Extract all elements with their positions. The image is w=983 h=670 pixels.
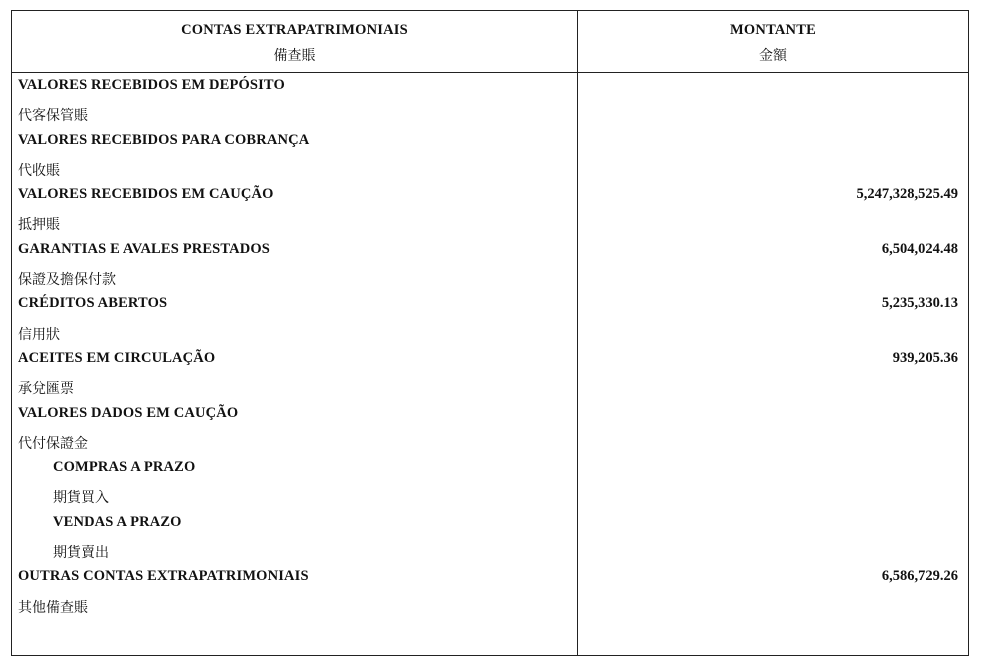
- account-name-zh: 期貨賣出: [53, 545, 109, 562]
- account-amount: 939,205.36: [892, 349, 958, 366]
- header-amount-pt: MONTANTE: [730, 22, 816, 38]
- account-name-pt: ACEITES EM CIRCULAÇÃO: [18, 349, 216, 366]
- account-amount: 5,235,330.13: [881, 295, 958, 312]
- row-valores-dados-caucao: [12, 401, 968, 428]
- account-name-zh: 代收賬: [18, 162, 60, 179]
- row-valores-recebidos-cobranca-zh: [12, 155, 968, 182]
- row-valores-recebidos-caucao: [12, 182, 968, 209]
- row-compras-prazo: [12, 455, 968, 482]
- row-valores-dados-caucao-zh: [12, 428, 968, 455]
- header-accounts-pt: CONTAS EXTRAPATRIMONIAIS: [181, 22, 408, 38]
- row-vendas-prazo: [12, 510, 968, 537]
- account-name-zh: 代客保管賬: [18, 108, 88, 125]
- account-name-pt: VALORES RECEBIDOS EM DEPÓSITO: [18, 77, 285, 93]
- row-compras-prazo-zh: [12, 482, 968, 509]
- row-outras-contas: [12, 564, 968, 591]
- row-vendas-prazo-zh: [12, 537, 968, 564]
- header-accounts-zh: 備查賬: [273, 48, 316, 64]
- row-aceites-circulacao: [12, 346, 968, 373]
- account-amount: 6,504,024.48: [881, 240, 958, 257]
- account-name-pt: GARANTIAS E AVALES PRESTADOS: [18, 240, 270, 257]
- account-name-pt: VENDAS A PRAZO: [53, 513, 182, 530]
- account-name-pt: COMPRAS A PRAZO: [53, 459, 196, 476]
- account-name-zh: 保證及擔保付款: [18, 272, 116, 289]
- account-name-zh: 代付保證金: [18, 435, 88, 452]
- row-valores-recebidos-deposito: [12, 73, 968, 100]
- row-aceites-circulacao-zh: [12, 373, 968, 400]
- account-name-pt: VALORES RECEBIDOS EM CAUÇÃO: [18, 186, 274, 203]
- table-body: [12, 73, 968, 619]
- account-name-pt: VALORES RECEBIDOS PARA COBRANÇA: [18, 131, 310, 148]
- account-name-zh: 承兌匯票: [18, 381, 74, 398]
- account-name-pt: CRÉDITOS ABERTOS: [18, 295, 168, 312]
- header-amount: [578, 11, 968, 73]
- table-header: [12, 11, 968, 73]
- row-valores-recebidos-cobranca: [12, 128, 968, 155]
- row-garantias-avales-zh: [12, 264, 968, 291]
- header-accounts: [12, 11, 577, 73]
- account-name-zh: 期貨買入: [53, 490, 109, 507]
- row-creditos-abertos: [12, 291, 968, 318]
- account-name-zh: 信用狀: [18, 326, 60, 343]
- row-garantias-avales: [12, 237, 968, 264]
- header-amount-zh: 金額: [759, 48, 787, 64]
- off-balance-sheet-table: [11, 10, 969, 656]
- account-name-zh: 其他備查賬: [18, 599, 88, 616]
- account-name-pt: OUTRAS CONTAS EXTRAPATRIMONIAIS: [18, 568, 309, 585]
- account-name-zh: 抵押賬: [18, 217, 60, 234]
- account-amount: 6,586,729.26: [881, 568, 958, 585]
- row-valores-recebidos-caucao-zh: [12, 209, 968, 236]
- account-amount: 5,247,328,525.49: [856, 186, 958, 203]
- row-creditos-abertos-zh: [12, 319, 968, 346]
- row-outras-contas-zh: [12, 592, 968, 619]
- row-valores-recebidos-deposito-zh: [12, 100, 968, 127]
- account-name-pt: VALORES DADOS EM CAUÇÃO: [18, 404, 239, 421]
